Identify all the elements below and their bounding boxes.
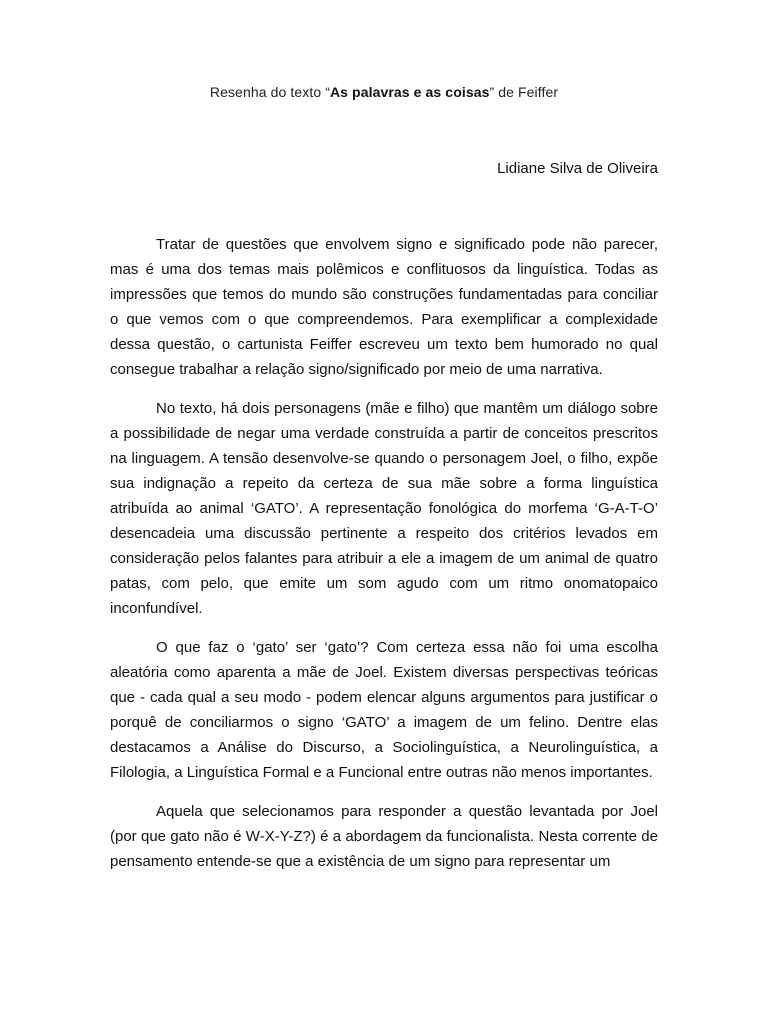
title-suffix: ” de Feiffer	[489, 84, 559, 100]
document-body	[110, 232, 658, 888]
paragraph-2: No texto, há dois personagens (mãe e filho) que mantêm um diálogo sobre a possibilidade de negar uma verdade construída a partir de conceitos prescritos na linguagem. A tensão desenvolve-se quando o personagem Joel, o filho, expõe sua indignação a repeito da certeza de sua mãe sobre a forma linguística atribuída ao animal ‘GATO’. A representação fonológica do morfema ‘G-A-T-O’ desencadeia uma discussão pertinente a respeito dos critérios levados em consideração pelos falantes para atribuir a ele a imagem de um animal de quatro patas, com pelo, que emite um som agudo com um ritmo onomatopaico inconfundível.	[110, 400, 658, 617]
document-title	[0, 84, 768, 100]
title-prefix: Resenha do texto “	[209, 84, 330, 100]
author-name: Lidiane Silva de Oliveira	[497, 160, 658, 177]
title-bold-part: As palavras e as coisas	[329, 84, 490, 100]
paragraph-3: O que faz o ‘gato’ ser ‘gato’? Com certeza essa não foi uma escolha aleatória como aparenta a mãe de Joel. Existem diversas perspectivas teóricas que - cada qual a seu modo - podem elencar alguns argumentos para justificar o porquê de conciliarmos o signo ‘GATO’ a imagem de um felino. Dentre elas destacamos a Análise do Discurso, a Sociolinguística, a Neurolinguística, a Filologia, a Linguística Formal e a Funcional entre outras não menos importantes.	[110, 639, 658, 781]
paragraph-1: Tratar de questões que envolvem signo e significado pode não parecer, mas é uma dos temas mais polêmicos e conflituosos da linguística. Todas as impressões que temos do mundo são construções fundamentadas para conciliar o que vemos com o que compreendemos. Para exemplificar a complexidade dessa questão, o cartunista Feiffer escreveu um texto bem humorado no qual consegue trabalhar a relação signo/significado por meio de uma narrativa.	[110, 236, 658, 378]
paragraph-4: Aquela que selecionamos para responder a questão levantada por Joel (por que gato não é W-X-Y-Z?) é a abordagem da funcionalista. Nesta corrente de pensamento entende-se que a existência de um signo para representar um	[110, 803, 658, 870]
